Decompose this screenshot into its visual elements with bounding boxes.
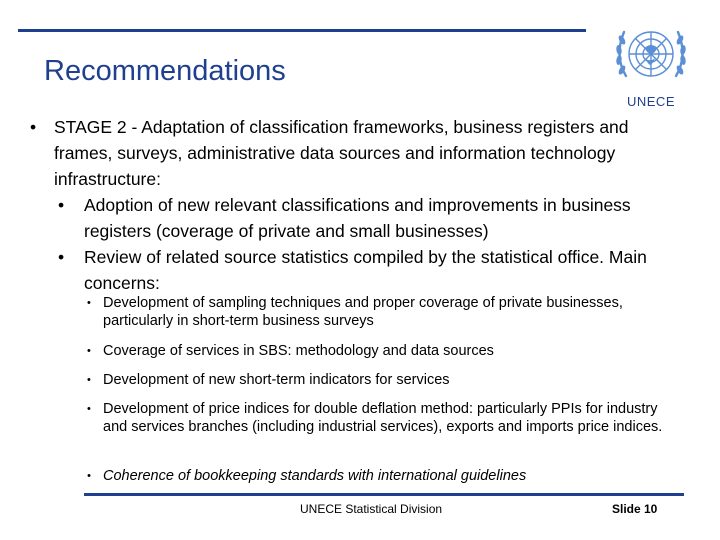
logo-label: UNECE — [626, 94, 675, 109]
concern-text: Development of new short-term indicators for services — [103, 372, 450, 388]
sub-bullet-text: Review of related source statistics compiled by the statistical office. Main concerns: — [84, 247, 647, 293]
footer-division: UNECE Statistical Division — [300, 502, 443, 516]
main-bullet-text: STAGE 2 - Adaptation of classification frameworks, business registers and frames, surveys, administrative data sources and information technology infrastructure: — [54, 117, 629, 189]
sub-bullet — [58, 244, 673, 296]
concern-text: Coverage of services in SBS: methodology and data sources — [103, 343, 494, 359]
sub-bullet-text: Adoption of new relevant classifications and improvements in business registers (coverage of private and small businesses) — [84, 195, 631, 241]
concern-item — [87, 294, 677, 330]
bullet-marker: • — [87, 345, 91, 357]
concern-item — [87, 400, 677, 436]
bullet-marker: • — [87, 297, 91, 309]
bullet-marker: • — [30, 117, 37, 137]
bullet-marker: • — [87, 374, 91, 386]
concern-text: Development of price indices for double deflation method: particularly PPIs for industry and services branches (including industrial services), exports and imports price indices. — [103, 401, 663, 435]
sub-bullet — [58, 192, 673, 244]
concern-text: Coherence of bookkeeping standards with international guidelines — [103, 468, 527, 484]
concern-text: Development of sampling techniques and proper coverage of private businesses, particularly in short-term business surveys — [103, 295, 623, 329]
slide-number: Slide 10 — [612, 502, 658, 516]
concern-item — [87, 371, 677, 389]
concern-item — [87, 467, 677, 485]
bullet-marker: • — [58, 195, 65, 215]
bullet-marker: • — [87, 470, 91, 482]
bottom-divider — [84, 493, 684, 496]
concern-item — [87, 342, 677, 360]
main-bullet — [30, 114, 690, 192]
bullet-marker: • — [87, 403, 91, 415]
bullet-marker: • — [58, 247, 65, 267]
slide-title: Recommendations — [44, 55, 286, 87]
top-divider — [18, 29, 586, 32]
